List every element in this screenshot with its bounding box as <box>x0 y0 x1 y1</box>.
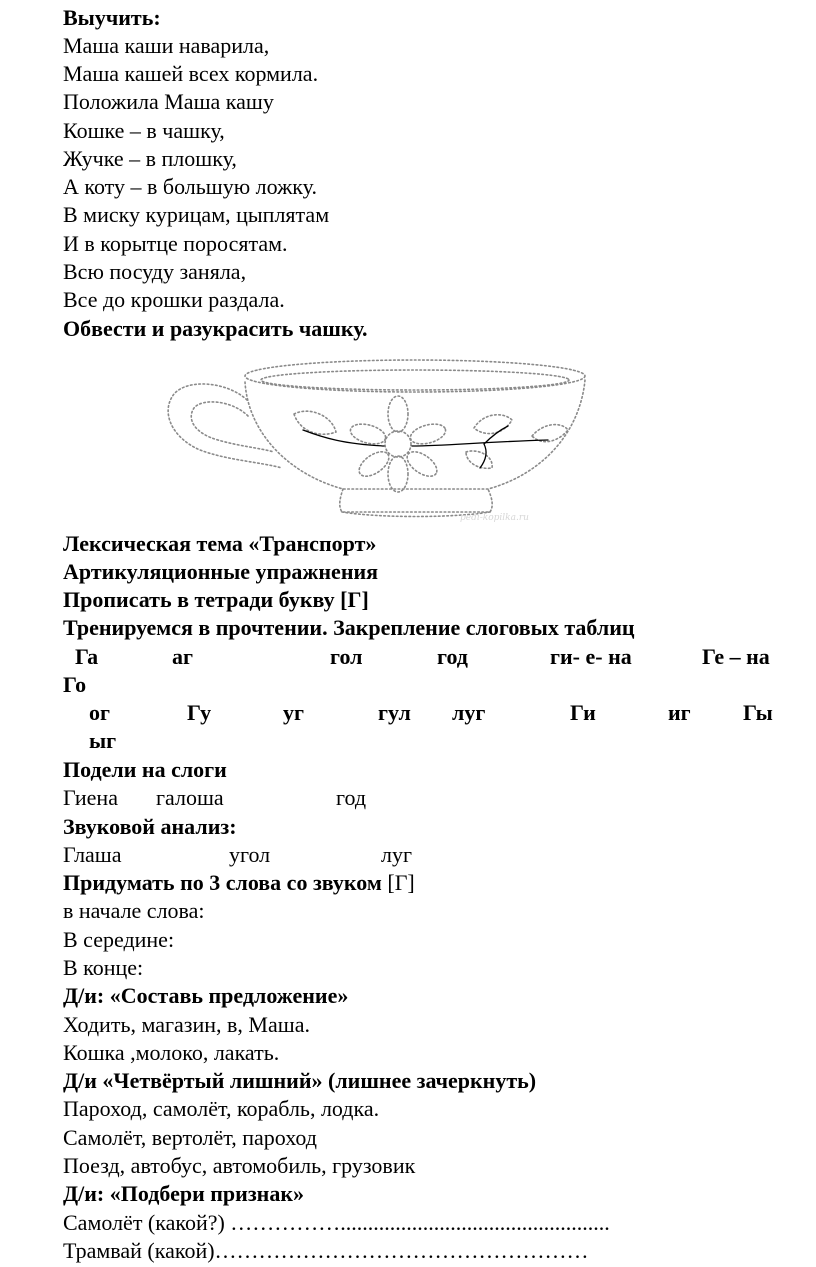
invent-heading-tail: [Г] <box>381 870 415 895</box>
cup-task-heading: Обвести и разукрасить чашку. <box>63 316 368 341</box>
syllable: Гу <box>187 700 212 725</box>
syllable: иг <box>668 700 691 725</box>
syllable: год <box>437 644 468 669</box>
game-attr-line: Трамвай (какой)…………………………………………… <box>63 1238 589 1263</box>
syllable: Га <box>75 644 99 669</box>
training-heading: Тренируемся в прочтении. Закрепление слоговых таблиц <box>63 615 635 640</box>
watermark-text: pedi-kopilka.ru <box>460 513 529 523</box>
syllable: луг <box>452 700 486 725</box>
syllable: уг <box>283 700 304 725</box>
invent-line: В конце: <box>63 955 144 980</box>
game-attr-line: Самолёт (какой?) ……………................................................. <box>63 1210 610 1235</box>
syllable: ыг <box>89 728 117 753</box>
analysis-word: луг <box>381 842 413 867</box>
game-sentence-line: Кошка ,молоко, лакать. <box>63 1040 280 1065</box>
poem-line: Кошке – в чашку, <box>63 118 225 143</box>
poem-line: Всю посуду заняла, <box>63 259 247 284</box>
syllable: ог <box>89 700 110 725</box>
game-odd-line: Самолёт, вертолёт, пароход <box>63 1125 317 1150</box>
game-odd-line: Поезд, автобус, автомобиль, грузовик <box>63 1153 416 1178</box>
poem-line: Маша каши наварила, <box>63 33 270 58</box>
articulation-heading: Артикуляционные упражнения <box>63 559 379 584</box>
game-odd-line: Пароход, самолёт, корабль, лодка. <box>63 1096 380 1121</box>
game-odd-heading: Д/и «Четвёртый лишний» (лишнее зачеркнуть) <box>63 1068 537 1093</box>
syllable: Ге – на <box>702 644 770 669</box>
invent-heading-bold: Придумать по 3 слова со звуком <box>63 870 382 895</box>
invent-line: В середине: <box>63 927 175 952</box>
game-sentence-line: Ходить, магазин, в, Маша. <box>63 1012 310 1037</box>
lexical-topic-heading: Лексическая тема «Транспорт» <box>63 531 377 556</box>
invent-heading <box>63 869 415 897</box>
teacup-tracing-icon <box>148 352 598 532</box>
syllable: гол <box>330 644 363 669</box>
divide-word: галоша <box>156 785 224 810</box>
invent-line: в начале слова: <box>63 898 205 923</box>
poem-line: Маша кашей всех кормила. <box>63 61 319 86</box>
syllable: Ги <box>570 700 596 725</box>
syllable: Гы <box>743 700 773 725</box>
syllable: аг <box>172 644 193 669</box>
write-letter-heading: Прописать в тетради букву [Г] <box>63 587 369 612</box>
poem-line: А коту – в большую ложку. <box>63 174 317 199</box>
poem-line: Положила Маша кашу <box>63 89 274 114</box>
poem-line: Все до крошки раздала. <box>63 287 285 312</box>
poem-line: Жучке – в плошку, <box>63 146 237 171</box>
syllable: Го <box>63 672 87 697</box>
syllable: ги- е- на <box>550 644 632 669</box>
poem-line: И в корытце поросятам. <box>63 231 288 256</box>
syllable: гул <box>378 700 411 725</box>
poem-line: В миску курицам, цыплятам <box>63 202 330 227</box>
game-sentence-heading: Д/и: «Составь предложение» <box>63 983 349 1008</box>
divide-word: год <box>336 785 367 810</box>
game-attr-heading: Д/и: «Подбери признак» <box>63 1181 305 1206</box>
analysis-word: Глаша <box>63 842 122 867</box>
poem-heading: Выучить: <box>63 5 161 30</box>
divide-word: Гиена <box>63 785 118 810</box>
sound-analysis-heading: Звуковой анализ: <box>63 814 237 839</box>
divide-heading: Подели на слоги <box>63 757 227 782</box>
analysis-word: угол <box>229 842 271 867</box>
